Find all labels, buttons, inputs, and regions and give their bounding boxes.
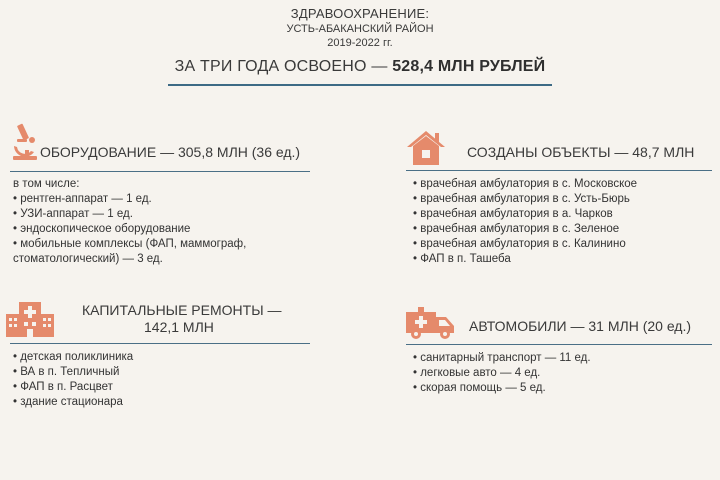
header-years: 2019-2022 гг. xyxy=(327,37,393,49)
vehicles-rule xyxy=(406,344,712,345)
ambulance-icon xyxy=(404,306,456,340)
list-item: • врачебная амбулатория в с. Усть-Бюрь xyxy=(413,193,630,205)
repairs-title-line2: 142,1 МЛН xyxy=(144,319,214,335)
list-item: • врачебная амбулатория в с. Московское xyxy=(413,178,638,190)
header xyxy=(0,6,720,50)
equipment-list xyxy=(13,192,246,267)
vehicles-title: АВТОМОБИЛИ — 31 МЛН (20 ед.) xyxy=(469,318,692,334)
repairs-list xyxy=(13,350,133,410)
headline-prefix: ЗА ТРИ ГОДА ОСВОЕНО — xyxy=(174,58,393,75)
microscope-icon xyxy=(10,122,40,162)
list-item: • легковые авто — 4 ед. xyxy=(413,367,541,379)
list-item: • ФАП в п. Ташеба xyxy=(413,253,511,265)
objects-rule xyxy=(406,170,712,171)
headline-amount: 528,4 МЛН РУБЛЕЙ xyxy=(392,58,546,75)
repairs-title-line1: КАПИТАЛЬНЫЕ РЕМОНТЫ — xyxy=(82,302,282,318)
equipment-intro: в том числе: xyxy=(13,178,80,190)
list-item: • рентген-аппарат — 1 ед. xyxy=(13,193,152,205)
objects-list xyxy=(413,177,637,267)
list-item: • врачебная амбулатория в с. Зеленое xyxy=(413,223,620,235)
header-title: ЗДРАВООХРАНЕНИЕ: xyxy=(290,6,430,21)
list-item: • ВА в п. Тепличный xyxy=(13,366,120,378)
list-item: • скорая помощь — 5 ед. xyxy=(413,382,546,394)
headline-underline xyxy=(168,84,552,86)
equipment-rule xyxy=(10,171,310,172)
list-item: • УЗИ-аппарат — 1 ед. xyxy=(13,208,133,220)
objects-title: СОЗДАНЫ ОБЪЕКТЫ — 48,7 МЛН xyxy=(467,144,695,160)
list-item: • детская поликлиника xyxy=(13,351,134,363)
list-item: • врачебная амбулатория в а. Чарков xyxy=(413,208,613,220)
header-district: УСТЬ-АБАКАНСКИЙ РАЙОН xyxy=(286,23,434,35)
list-item: • мобильные комплексы (ФАП, маммограф, xyxy=(13,238,247,250)
hospital-icon xyxy=(4,300,56,338)
headline xyxy=(0,58,720,76)
vehicles-list xyxy=(413,351,591,396)
list-item: • санитарный транспорт — 11 ед. xyxy=(413,352,591,364)
list-item: стоматологический) — 3 ед. xyxy=(13,253,163,265)
list-item: • здание стационара xyxy=(13,396,123,408)
equipment-title: ОБОРУДОВАНИЕ — 305,8 МЛН (36 ед.) xyxy=(40,144,301,160)
house-icon xyxy=(406,130,446,166)
list-item: • ФАП в п. Расцвет xyxy=(13,381,113,393)
list-item: • эндоскопическое оборудование xyxy=(13,223,191,235)
repairs-rule xyxy=(10,343,310,344)
list-item: • врачебная амбулатория в с. Калинино xyxy=(413,238,626,250)
